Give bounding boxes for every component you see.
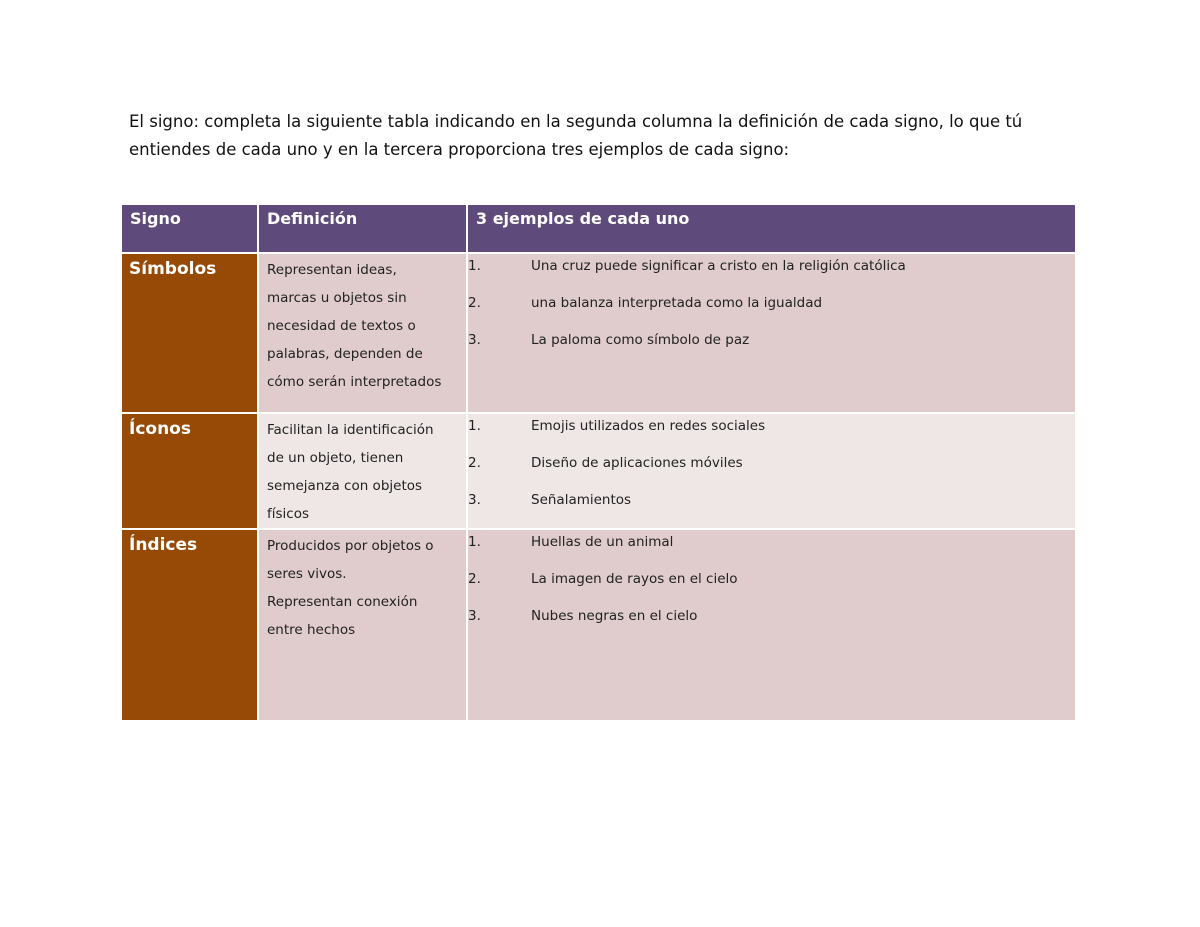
row-ejemplos-iconos [468,414,1075,528]
example-text: una balanza interpretada como la igualdad [531,295,823,311]
row-definicion-indices: Producidos por objetos o seres vivos. Representan conexión entre hechos [259,530,466,720]
example-text: La imagen de rayos en el cielo [531,571,738,587]
instructions-text: El signo: completa la siguiente tabla indicando en la segunda columna la definición de cada signo, lo que tú entiendes de cada uno y en la tercera proporciona tres ejemplos de cada signo: [129,112,1023,159]
list-item: 2. Diseño de aplicaciones móviles [468,455,743,471]
header-definicion: Definición [259,205,466,252]
example-text: Nubes negras en el cielo [531,608,698,624]
row-signo-simbolos: Símbolos [122,254,257,412]
list-item: 3. Señalamientos [468,492,632,508]
list-item: 2. La imagen de rayos en el cielo [468,571,738,587]
row-ejemplos-simbolos [468,254,1075,412]
row-definicion-simbolos: Representan ideas, marcas u objetos sin necesidad de textos o palabras, dependen de cómo serán interpretados [259,254,466,412]
signs-table [122,205,1075,720]
example-text: Huellas de un animal [531,534,674,550]
header-ejemplos: 3 ejemplos de cada uno [468,205,1075,252]
example-text: Diseño de aplicaciones móviles [531,455,743,471]
example-text: Señalamientos [531,492,632,508]
list-item: 1. Huellas de un animal [468,534,674,550]
example-text: Una cruz puede significar a cristo en la religión católica [531,258,906,274]
list-item: 1. Una cruz puede significar a cristo en la religión católica [468,258,906,274]
row-ejemplos-indices [468,530,1075,720]
list-item: 1. Emojis utilizados en redes sociales [468,418,766,434]
list-item: 2. una balanza interpretada como la igualdad [468,295,823,311]
list-item: 3. Nubes negras en el cielo [468,608,698,624]
example-text: La paloma como símbolo de paz [531,332,750,348]
row-signo-indices: Índices [122,530,257,720]
example-text: Emojis utilizados en redes sociales [531,418,766,434]
row-definicion-iconos: Facilitan la identificación de un objeto, tienen semejanza con objetos físicos [259,414,466,528]
list-item: 3. La paloma como símbolo de paz [468,332,750,348]
header-signo: Signo [122,205,257,252]
row-signo-iconos: Íconos [122,414,257,528]
